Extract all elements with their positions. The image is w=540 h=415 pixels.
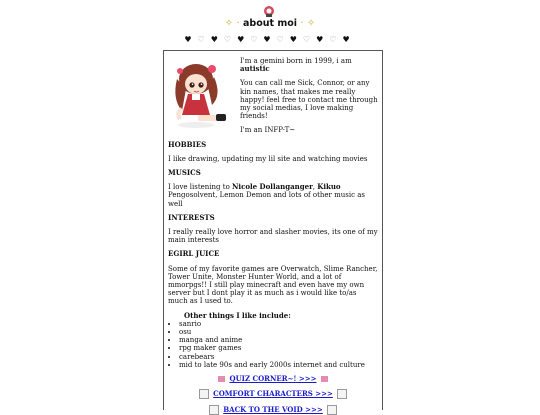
heart-outline-icon: ♡ xyxy=(223,35,238,44)
musics-text: I love listening to Nicole Dollanganger, Kikuo Pengosolvent, Lemon Demon and lots of other music as well xyxy=(168,182,366,208)
pixel-icon xyxy=(218,376,225,382)
page-title: about moi xyxy=(242,18,298,29)
comfort-characters-link[interactable]: COMFORT CHARACTERS >>> xyxy=(213,389,333,399)
heart-filled-icon: ♥ xyxy=(210,35,224,44)
likes-list xyxy=(168,320,378,369)
games-text: Some of my favorite games are Overwatch, Slime Rancher, Tower Unite, Monster Hunter World, and a lot of mmorpgs!! I still play minecraft and even have my own server but I dont play it as much as i would like to/as much as I used to. xyxy=(168,264,378,306)
heart-outline-icon: ♡ xyxy=(250,35,264,44)
back-to-void-link[interactable]: BACK TO THE VOID >>> xyxy=(223,405,323,415)
list-item: • carebears xyxy=(179,353,378,361)
heart-filled-icon: ♥ xyxy=(289,35,303,44)
egirl-heading: EGIRL JUICE xyxy=(168,249,220,259)
image-placeholder-icon xyxy=(337,389,347,399)
list-item: • osu xyxy=(179,328,378,336)
heart-filled-icon: ♥ xyxy=(263,35,277,44)
list-item: • mid to late 90s and early 2000s internet and culture xyxy=(179,361,378,369)
heart-outline-icon: ♡ xyxy=(329,35,343,44)
image-placeholder-icon xyxy=(327,405,337,415)
intro-bold: autistic xyxy=(240,64,270,74)
sparkle-icon: ✧ xyxy=(224,18,234,29)
personality-type: I'm an INFP-T~ xyxy=(240,126,296,135)
artist-name: Nicole Dollanganger xyxy=(232,182,313,192)
heart-outline-icon: ♡ xyxy=(276,35,290,44)
nav-links xyxy=(168,375,378,415)
heart-outline-icon: ♡ xyxy=(302,35,317,44)
void-link-row xyxy=(168,405,378,415)
list-item: • sanrio xyxy=(179,320,378,328)
page-title-row xyxy=(0,15,540,33)
musics-heading: MUSICS xyxy=(168,168,201,178)
intro-paragraph: You can call me Sick, Connor, or any kin names, that makes me really happy! feel free to contact me through my social medias, I love making friends! xyxy=(240,79,378,121)
hearts-divider xyxy=(0,34,540,46)
heart-filled-icon: ♥ xyxy=(316,35,330,44)
sparkle-icon: · xyxy=(300,18,304,29)
heart-outline-icon: ♡ xyxy=(197,35,211,44)
pixel-icon xyxy=(321,376,328,382)
hobbies-heading: HOBBIES xyxy=(168,139,207,149)
heart-filled-icon: ♥ xyxy=(237,35,251,44)
heart-filled-icon: ♥ xyxy=(184,35,198,44)
artist-name: Kikuo xyxy=(317,182,341,192)
site-badge-icon xyxy=(262,2,276,14)
avatar xyxy=(168,59,238,131)
sparkle-icon: ✧ xyxy=(306,18,316,29)
intro-text: I'm a gemini born in 1999, i am xyxy=(240,57,352,65)
interests-heading: INTERESTS xyxy=(168,212,215,222)
comfort-link-row xyxy=(168,389,378,399)
list-item: • rpg maker games xyxy=(179,344,378,352)
quiz-corner-link[interactable]: QUIZ CORNER~! >>> xyxy=(229,374,317,384)
image-placeholder-icon xyxy=(209,405,219,415)
interests-text: I really really love horror and slasher movies, its one of my main interests xyxy=(168,228,378,245)
list-item: • manga and anime xyxy=(179,336,378,344)
about-card xyxy=(163,50,383,415)
quiz-link-row xyxy=(168,375,378,383)
image-placeholder-icon xyxy=(199,389,209,399)
likes-list-title: Other things I like include: xyxy=(184,310,291,320)
hobbies-text: I like drawing, updating my lil site and watching movies xyxy=(168,154,368,163)
heart-filled-icon: ♥ xyxy=(342,35,356,44)
sparkle-icon: · xyxy=(236,18,240,29)
